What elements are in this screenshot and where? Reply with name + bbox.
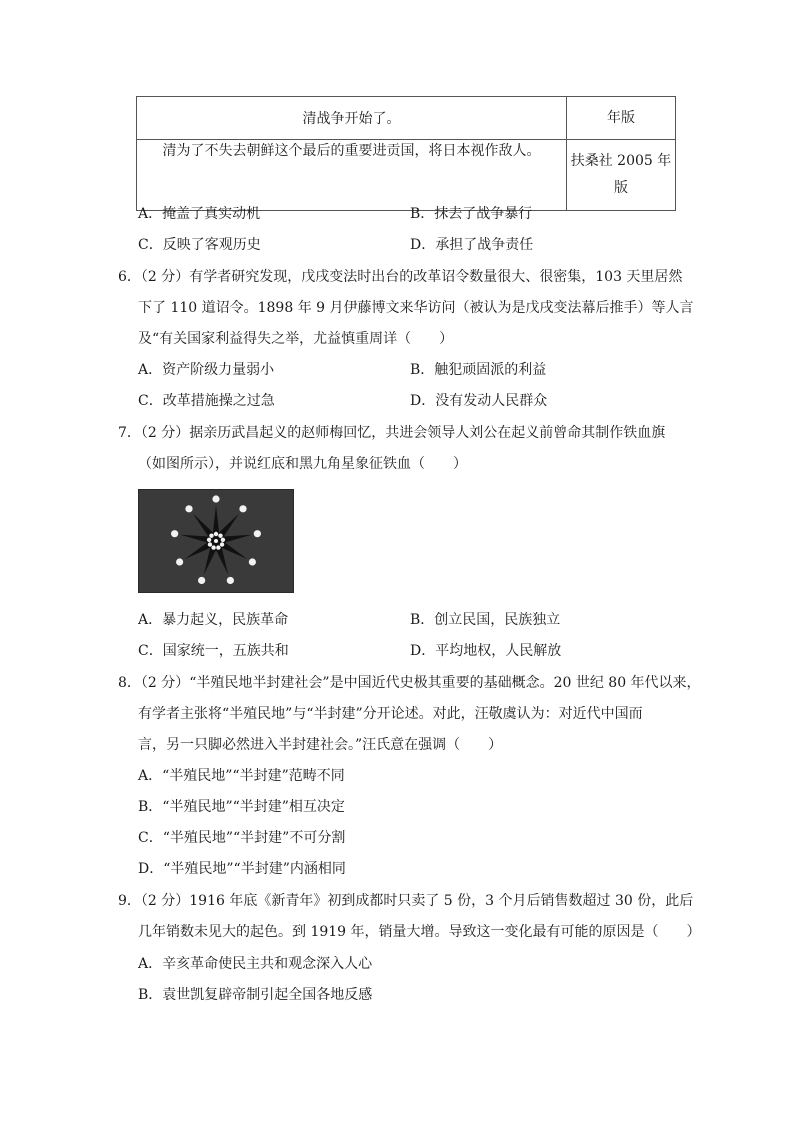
q6-option-d[interactable]: D．没有发动人民群众 [410, 393, 548, 409]
q8-option-a[interactable]: A．“半殖民地”“半封建”范畴不同 [138, 768, 345, 784]
inner-dot [220, 542, 224, 546]
outer-dot [171, 530, 178, 537]
q7-stem-line1: 7．（2 分）据亲历武昌起义的赵师梅回忆，共进会领导人刘公在起义前曾命其制作铁血旗 [118, 425, 666, 441]
q5-option-d[interactable]: D．承担了战争责任 [410, 237, 534, 253]
iron-blood-flag-image [138, 489, 294, 593]
q7-option-c[interactable]: C．国家统一，五族共和 [138, 643, 289, 659]
inner-dot [207, 538, 211, 542]
outer-dot [198, 577, 205, 584]
q5-option-a[interactable]: A．掩盖了真实动机 [138, 206, 261, 222]
q5-option-c[interactable]: C．反映了客观历史 [138, 237, 261, 253]
q5-option-b[interactable]: B．抹去了战争暴行 [410, 206, 533, 222]
outer-dot [185, 505, 192, 512]
outer-dot [227, 577, 234, 584]
q7-option-a[interactable]: A．暴力起义，民族革命 [138, 612, 289, 628]
q6-option-c[interactable]: C．改革措施操之过急 [138, 393, 275, 409]
inner-dot [221, 538, 225, 542]
q8-stem-line2: 有学者主张将“半殖民地”与“半封建”分开论述。对此，汪敬虞认为：对近代中国而 [138, 706, 643, 722]
table-cell-content: 清战争开始了。 [137, 97, 567, 140]
table-row [137, 97, 676, 140]
q8-option-c[interactable]: C．“半殖民地”“半封建”不可分割 [138, 830, 346, 846]
q6-option-b[interactable]: B．触犯顽固派的利益 [410, 362, 547, 378]
inner-dot [216, 545, 220, 549]
table-cell-publisher: 扶桑社 2005 年版 [567, 140, 676, 211]
outer-dot [239, 505, 246, 512]
q6-stem-line3: 及“有关国家利益得失之举，尤益慎重周详（ ） [138, 331, 454, 347]
inner-dot [211, 545, 215, 549]
outer-dot [212, 495, 219, 502]
q6-stem-line1: 6．（2 分）有学者研究发现，戊戌变法时出台的改革诏令数量很大、很密集，103 天里居然 [118, 269, 683, 285]
q9-option-a[interactable]: A．辛亥革命使民主共和观念深入人心 [138, 956, 373, 972]
nine-pointed-star-icon [138, 489, 294, 593]
q8-stem-line1: 8．（2 分）“半殖民地半封建社会”是中国近代史极其重要的基础概念。20 世纪 80 年代以来， [118, 675, 701, 691]
q6-option-a[interactable]: A．资产阶级力量弱小 [138, 362, 275, 378]
outer-dot [249, 558, 256, 565]
q7-option-d[interactable]: D．平均地权，人民解放 [410, 643, 562, 659]
q8-stem-line3: 言，另一只脚必然进入半封建社会。”汪氏意在强调（ ） [138, 737, 503, 753]
table-cell-content: 清为了不失去朝鲜这个最后的重要进贡国，将日本视作敌人。 [137, 140, 567, 211]
outer-dot [254, 530, 261, 537]
q9-option-b[interactable]: B．袁世凯复辟帝制引起全国各地反感 [138, 987, 373, 1003]
q7-stem-line2: （如图所示），并说红底和黑九角星象征铁血（ ） [138, 456, 467, 472]
inner-dot [214, 532, 218, 536]
table-cell-publisher: 年版 [567, 97, 676, 140]
inner-dot [208, 542, 212, 546]
q8-option-b[interactable]: B．“半殖民地”“半封建”相互决定 [138, 799, 345, 815]
inner-dot [218, 533, 222, 537]
source-table [136, 96, 676, 211]
inner-dot [209, 533, 213, 537]
outer-dot [176, 558, 183, 565]
q7-option-b[interactable]: B．创立民国，民族独立 [410, 612, 561, 628]
center-dot [214, 539, 218, 543]
q8-option-d[interactable]: D．“半殖民地”“半封建”内涵相同 [138, 861, 346, 877]
table-row [137, 140, 676, 211]
q9-stem-line1: 9．（2 分）1916 年底《新青年》初到成都时只卖了 5 份，3 个月后销售数超过 30 份，此后 [118, 893, 694, 909]
q9-stem-line2: 几年销数未见大的起色。到 1919 年，销量大增。导致这一变化最有可能的原因是（ ） [138, 924, 701, 940]
q6-stem-line2: 下了 110 道诏令。1898 年 9 月伊藤博文来华访问（被认为是戊戌变法幕后推手）等人言 [138, 300, 694, 316]
